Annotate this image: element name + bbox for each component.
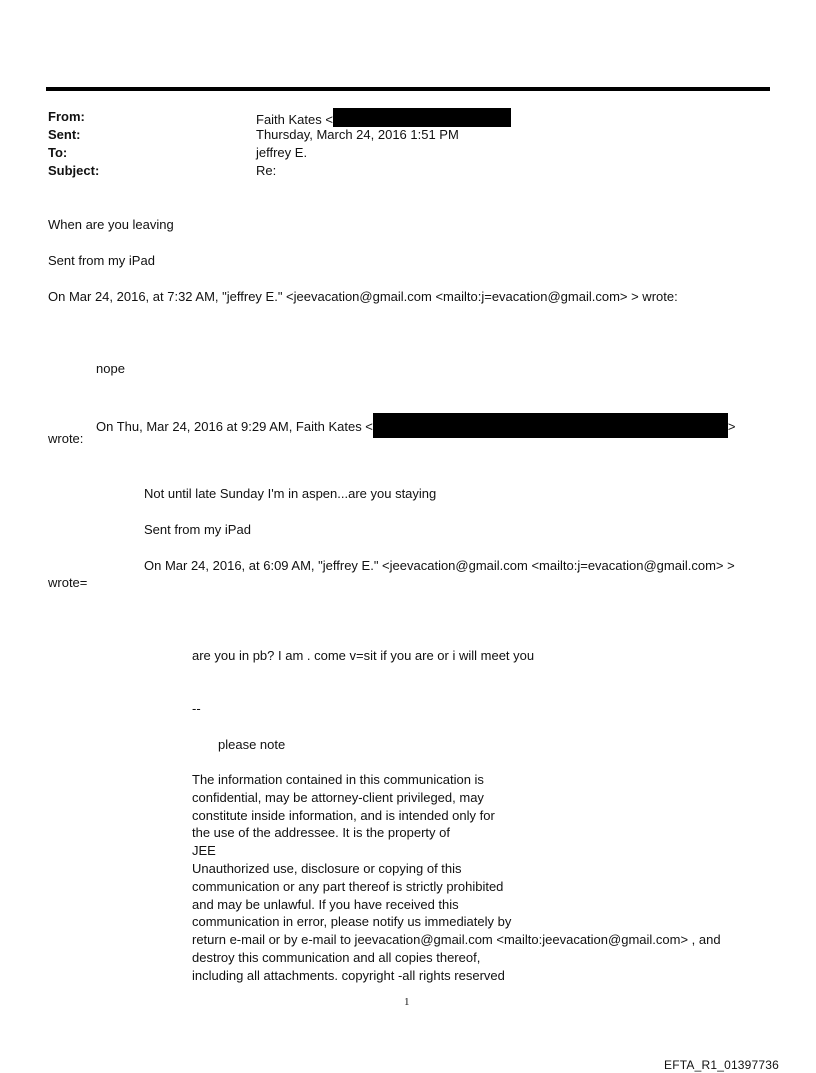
- disclaimer-line: communication or any part thereof is strictly prohibited: [192, 878, 504, 894]
- from-label: From:: [48, 109, 85, 124]
- redaction-block: [373, 413, 728, 438]
- disclaimer-line: communication in error, please notify us immediately by: [192, 914, 512, 930]
- quote2-intro-text: On Thu, Mar 24, 2016 at 9:29 AM, Faith Kates <: [96, 419, 373, 434]
- body-line-leaving: When are you leaving: [48, 217, 174, 232]
- quote3-wrote: wrote=: [48, 575, 88, 590]
- quote2-sent-from-ipad: Sent from my iPad: [144, 522, 251, 537]
- to-label: To:: [48, 145, 68, 160]
- quote3-intro: On Mar 24, 2016, at 6:09 AM, "jeffrey E." <jeevacation@gmail.com <mailto:j=evacation@gmail.com> >: [144, 558, 735, 573]
- quote3-message: are you in pb? I am . come v=sit if you are or i will meet you: [192, 648, 535, 663]
- disclaimer-block: [192, 771, 721, 985]
- quote2-wrote: wrote:: [48, 431, 84, 446]
- from-name: Faith Kates <: [256, 112, 333, 127]
- disclaimer-line: destroy this communication and all copies thereof,: [192, 949, 481, 965]
- quote1-message: nope: [96, 361, 125, 376]
- sent-label: Sent:: [48, 127, 81, 142]
- document-id: EFTA_R1_01397736: [664, 1058, 780, 1072]
- disclaimer-line: Unauthorized use, disclosure or copying of this: [192, 860, 462, 876]
- disclaimer-line: JEE: [192, 843, 216, 859]
- quote1-intro: On Mar 24, 2016, at 7:32 AM, "jeffrey E." <jeevacation@gmail.com <mailto:j=evacation@gmail.com> > wrote:: [48, 289, 678, 304]
- quote2-reply: Not until late Sunday I'm in aspen...are you staying: [144, 486, 437, 501]
- body-sent-from-ipad: Sent from my iPad: [48, 253, 155, 268]
- disclaimer-line: including all attachments. copyright -all rights reserved: [192, 967, 505, 983]
- sent-value: Thursday, March 24, 2016 1:51 PM: [256, 127, 459, 142]
- please-note: please note: [218, 737, 286, 752]
- header-rule: [46, 87, 770, 91]
- redaction-block: [333, 108, 511, 127]
- disclaimer-line: confidential, may be attorney-client privileged, may: [192, 789, 484, 805]
- disclaimer-line: and may be unlawful. If you have received this: [192, 896, 459, 912]
- disclaimer-line: The information contained in this communication is: [192, 772, 484, 787]
- disclaimer-line: return e-mail or by e-mail to jeevacation@gmail.com <mailto:jeevacation@gmail.com> , and: [192, 932, 721, 948]
- subject-label: Subject:: [48, 163, 100, 178]
- quote2-intro: [96, 413, 736, 438]
- signature-dash: --: [192, 701, 201, 716]
- from-value: [256, 108, 511, 128]
- page-number: 1: [404, 996, 410, 1008]
- disclaimer-line: the use of the addressee. It is the property of: [192, 825, 450, 841]
- disclaimer-line: constitute inside information, and is intended only for: [192, 807, 495, 823]
- to-value: jeffrey E.: [256, 145, 308, 160]
- quote2-intro-close: >: [727, 419, 736, 434]
- subject-value: Re:: [256, 163, 277, 178]
